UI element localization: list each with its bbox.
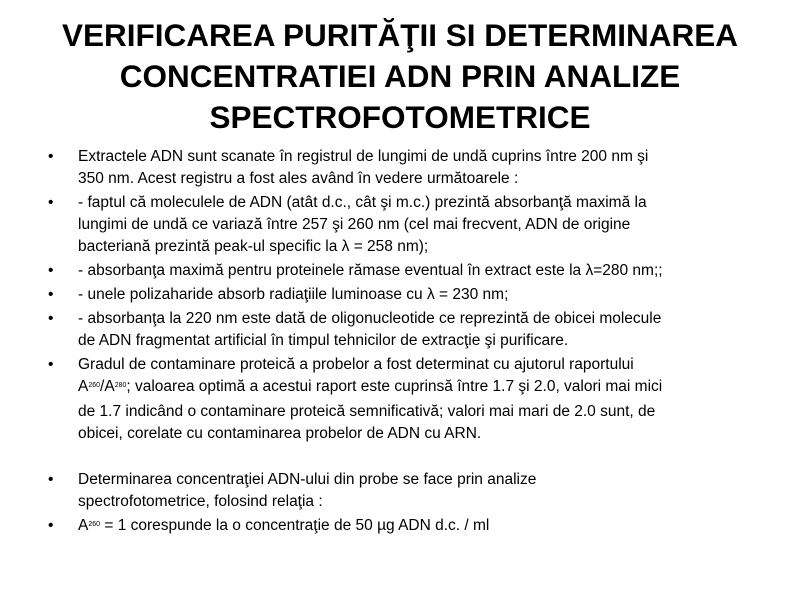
- title-line: VERIFICAREA PURITĂŢII SI DETERMINAREA: [61, 17, 739, 53]
- bullet-spacer: [0, 447, 800, 469]
- bullet-text-line: lungimi de undă ce variază între 257 şi 260 nm (cel mai frecvent, ADN de origine: [78, 216, 631, 233]
- bullet-text-line: - absorbanţa la 220 nm este dată de oligonucleotide ce reprezintă de obicei molecule: [78, 310, 662, 327]
- bullet-text-line: bacteriană prezintă peak-ul specific la λ = 258 nm);: [78, 238, 429, 255]
- bullet-dot-icon: •: [48, 517, 54, 534]
- bullet-text-line: de 1.7 indicând o contaminare proteică semnificativă; valori mai mari de 2.0 sunt, de: [78, 403, 656, 420]
- bullet-item: [0, 284, 800, 306]
- bullet-dot-icon: •: [48, 286, 54, 303]
- ratio-rest: ; valoarea optimă a acestui raport este cuprinsă între 1.7 şi 2.0, valori mai mici: [126, 378, 663, 395]
- bullet-dot-icon: •: [48, 262, 54, 279]
- bullet-dot-icon: •: [48, 356, 54, 373]
- bullet-item: [0, 515, 800, 540]
- bullet-item: [0, 260, 800, 282]
- bullet-item: [0, 308, 800, 352]
- title-line: CONCENTRATIEI ADN PRIN ANALIZE: [119, 58, 681, 94]
- bullet-text-line: - absorbanţa maximă pentru proteinele rămase eventual în extract este la λ=280 nm;;: [78, 262, 663, 279]
- ratio-a: A: [78, 378, 89, 395]
- bullet-dot-icon: •: [48, 471, 54, 488]
- bullet-text-line: - faptul că moleculele de ADN (atât d.c., cât şi m.c.) prezintă absorbanţă maximă la: [78, 194, 647, 211]
- bullet-text-line: 350 nm. Acest registru a fost ales având în vedere următoarele :: [78, 170, 519, 187]
- bullet-text-line: spectrofotometrice, folosind relaţia :: [78, 493, 323, 510]
- formula-a: A: [78, 517, 89, 534]
- slide-title: [8, 15, 792, 138]
- bullet-dot-icon: •: [48, 194, 54, 211]
- bullet-text-line: de ADN fragmentat artificial în timpul tehnicilor de extracţie şi purificare.: [78, 332, 569, 349]
- bullet-text-line: - unele polizaharide absorb radiaţiile luminoase cu λ = 230 nm;: [78, 286, 509, 303]
- title-line: SPECTROFOTOMETRICE: [209, 99, 591, 135]
- ratio-subscript: 280: [114, 382, 127, 389]
- bullet-item: [0, 354, 800, 445]
- ratio-slash: /A: [100, 378, 115, 395]
- formula-line: [78, 515, 762, 540]
- bullet-list: [0, 146, 800, 542]
- bullet-dot-icon: •: [48, 310, 54, 327]
- formula-subscript: 260: [88, 521, 101, 528]
- bullet-text-line: Gradul de contaminare proteică a probelor a fost determinat cu ajutorul raportului: [78, 356, 634, 373]
- formula-rest: = 1 corespunde la o concentraţie de 50 µg ADN d.c. / ml: [100, 517, 490, 534]
- bullet-text-line: Determinarea concentraţiei ADN-ului din probe se face prin analize: [78, 471, 537, 488]
- ratio-line: [78, 376, 762, 401]
- bullet-text-line: Extractele ADN sunt scanate în registrul de lungimi de undă cuprins între 200 nm şi: [78, 148, 649, 165]
- bullet-dot-icon: •: [48, 148, 54, 165]
- ratio-subscript: 260: [88, 382, 101, 389]
- bullet-item: [0, 146, 800, 190]
- bullet-item: [0, 469, 800, 513]
- bullet-item: [0, 192, 800, 258]
- bullet-text-line: obicei, corelate cu contaminarea probelor de ADN cu ARN.: [78, 425, 482, 442]
